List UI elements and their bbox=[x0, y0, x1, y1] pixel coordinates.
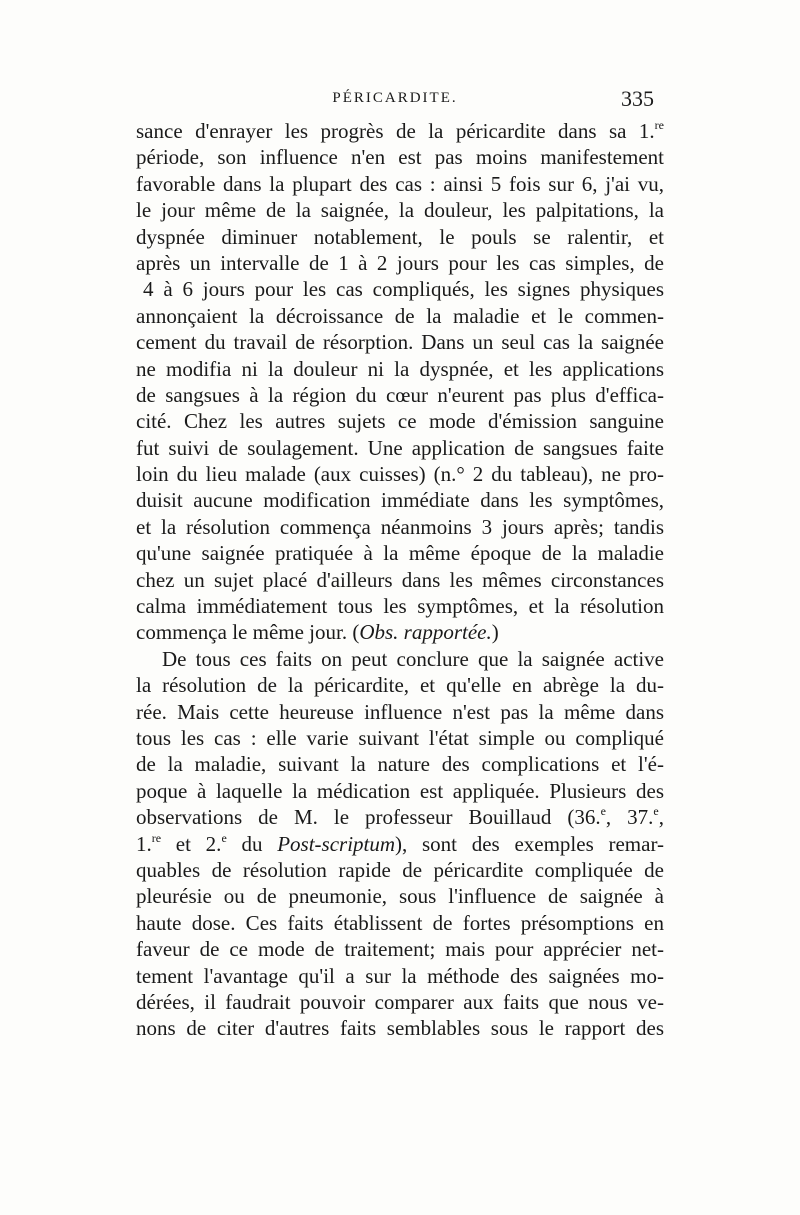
text-line: dérées, il faudrait pouvoir comparer aux faits que nous ve- bbox=[136, 989, 664, 1014]
text-line: dyspnée diminuer notablement, le pouls se ralentir, et bbox=[136, 224, 664, 249]
text-line: haute dose. Ces faits établissent de fortes présomptions en bbox=[136, 910, 664, 935]
ordinal-superscript: e bbox=[653, 804, 659, 819]
text-line bbox=[136, 831, 664, 857]
text-line: le jour même de la saignée, la douleur, les palpitations, la bbox=[136, 198, 664, 223]
text-segment: du bbox=[226, 831, 278, 856]
text-line: de la maladie, suivant la nature des complications et l'é- bbox=[136, 752, 664, 777]
running-title: PÉRICARDITE. bbox=[332, 90, 458, 106]
text-line bbox=[136, 804, 664, 830]
text-segment: , 37. bbox=[605, 805, 654, 830]
text-line bbox=[136, 118, 664, 144]
paragraph-last-line bbox=[136, 619, 664, 645]
text-line: chez un sujet placé d'ailleurs dans les mêmes circonstances bbox=[136, 567, 664, 592]
text-line: annonçaient la décroissance de la maladie et le commen- bbox=[136, 303, 664, 328]
text-segment: , bbox=[658, 805, 664, 830]
text-segment: et 2. bbox=[161, 831, 222, 856]
text-line: de sangsues à la région du cœur n'eurent pas plus d'effica- bbox=[136, 382, 664, 407]
text-line: quables de résolution rapide de péricardite compliquée de bbox=[136, 857, 664, 882]
ordinal-superscript: re bbox=[654, 118, 664, 132]
observation-reference: Obs. rapportée. bbox=[359, 620, 492, 645]
ordinal-superscript: e bbox=[221, 830, 227, 845]
text-segment: ), sont des exemples remar- bbox=[395, 831, 664, 856]
ordinal-superscript: e bbox=[600, 804, 606, 819]
text-line: tement l'avantage qu'il a sur la méthode des saignées mo- bbox=[136, 963, 664, 988]
text-line: après un intervalle de 1 à 2 jours pour les cas simples, de bbox=[136, 250, 664, 275]
text-line: pleurésie ou de pneumonie, sous l'influence de saignée à bbox=[136, 884, 664, 909]
page-number: 335 bbox=[621, 86, 654, 111]
text-line: ne modifia ni la douleur ni la dyspnée, et les applications bbox=[136, 356, 664, 381]
text-line: période, son influence n'en est pas moins manifestement bbox=[136, 145, 664, 170]
running-head bbox=[136, 86, 654, 116]
paragraph-first-line: De tous ces faits on peut conclure que la saignée active bbox=[162, 646, 664, 671]
text-line: nons de citer d'autres faits semblables sous le rapport des bbox=[136, 1016, 664, 1041]
text-line: fut suivi de soulagement. Une application de sangsues faite bbox=[136, 435, 664, 460]
body-text bbox=[136, 118, 664, 1042]
text-line: tous les cas : elle varie suivant l'état simple ou compliqué bbox=[136, 725, 664, 750]
text-line: loin du lieu malade (aux cuisses) (n.° 2 du tableau), ne pro- bbox=[136, 462, 664, 487]
text-line: cité. Chez les autres sujets ce mode d'émission sanguine bbox=[136, 409, 664, 434]
text-line: 4 à 6 jours pour les cas compliqués, les signes physiques bbox=[143, 277, 664, 302]
text-segment: 1. bbox=[136, 831, 152, 856]
text-line: cement du travail de résorption. Dans un seul cas la saignée bbox=[136, 330, 664, 355]
text-line: duisit aucune modification immédiate dans les symptômes, bbox=[136, 488, 664, 513]
text-segment: observations de M. le professeur Bouillaud (36. bbox=[136, 805, 601, 830]
text-line: et la résolution commença néanmoins 3 jours après; tandis bbox=[136, 514, 664, 539]
text-segment: ) bbox=[491, 620, 499, 645]
text-line: la résolution de la péricardite, et qu'elle en abrège la du- bbox=[136, 673, 664, 698]
text-line: calma immédiatement tous les symptômes, et la résolution bbox=[136, 594, 664, 619]
text-segment: sance d'enrayer les progrès de la péricardite dans sa 1. bbox=[136, 119, 655, 143]
ordinal-superscript: re bbox=[151, 830, 162, 845]
text-line: faveur de ce mode de traitement; mais pour apprécier net- bbox=[136, 937, 664, 962]
text-segment: commença le même jour. ( bbox=[136, 620, 360, 645]
text-line: qu'une saignée pratiquée à la même époque de la maladie bbox=[136, 541, 664, 566]
text-line: favorable dans la plupart des cas : ainsi 5 fois sur 6, j'ai vu, bbox=[136, 171, 664, 196]
text-line: poque à laquelle la médication est appliquée. Plusieurs des bbox=[136, 778, 664, 803]
text-line: rée. Mais cette heureuse influence n'est pas la même dans bbox=[136, 699, 664, 724]
post-scriptum-reference: Post-scriptum bbox=[277, 831, 396, 856]
